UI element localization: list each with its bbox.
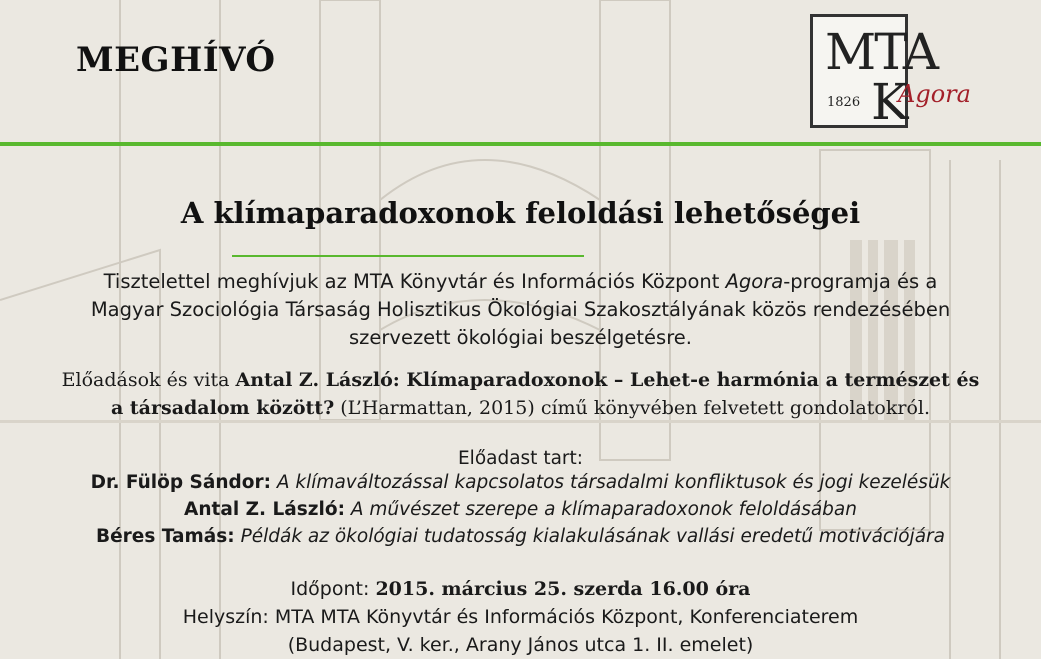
logo-k-letter: K <box>871 73 909 131</box>
book-title-line2: a társadalom között? <box>110 397 335 419</box>
agora-emphasis: Agora <box>725 270 784 293</box>
top-divider <box>0 142 1041 146</box>
book-title-line1: Antal Z. László: Klímaparadoxonok – Lehet-e harmónia a természet és <box>235 369 980 391</box>
speakers-label: Előadast tart: <box>457 448 584 469</box>
time-value: 2015. március 25. szerda 16.00 óra <box>375 578 751 600</box>
event-title: A klímaparadoxonok feloldási lehetőségei <box>180 196 861 230</box>
time-label: Időpont: <box>290 578 370 600</box>
logo-agora-text: Agora <box>898 80 971 108</box>
speaker-row: Antal Z. László: A művészet szerepe a klímaparadoxonok feloldásában <box>184 499 857 520</box>
address-row: (Budapest, V. ker., Arany János utca 1. II. emelet) <box>287 634 754 656</box>
title-underline <box>232 255 584 257</box>
speaker-row: Dr. Fülöp Sándor: A klímaváltozással kapcsolatos társadalmi konfliktusok és jogi kezelésük <box>90 472 951 493</box>
time-row <box>0 575 1041 603</box>
logo-year: 1826 <box>827 95 861 110</box>
logo-mt-letters: MTA <box>825 23 937 81</box>
speaker-row: Béres Tamás: Példák az ökológiai tudatosság kialakulásának vallási eredetű motivációjára <box>96 526 945 547</box>
venue-row: Helyszín: MTA MTA Könyvtár és Információs Központ, Konferenciaterem <box>182 606 859 628</box>
speakers-list <box>0 469 1041 550</box>
invitation-heading: MEGHÍVÓ <box>76 40 276 80</box>
mta-agora-logo <box>810 14 976 132</box>
lecture-paragraph: Előadások és vita Antal Z. László: Klímaparadoxonok – Lehet-e harmónia a természet és a társadalom között? (L’Harmattan, 2015) című könyvében felvetett gondolatokról. <box>61 369 980 419</box>
event-details <box>0 575 1041 659</box>
intro-paragraph: Tisztelettel meghívjuk az MTA Könyvtár és Információs Központ Agora-programja és a Magyar Szociológia Társaság Holisztikus Ökológiai Szakosztályának közös rendezésében szervezett ökológiai beszélgetésre. <box>90 270 951 349</box>
